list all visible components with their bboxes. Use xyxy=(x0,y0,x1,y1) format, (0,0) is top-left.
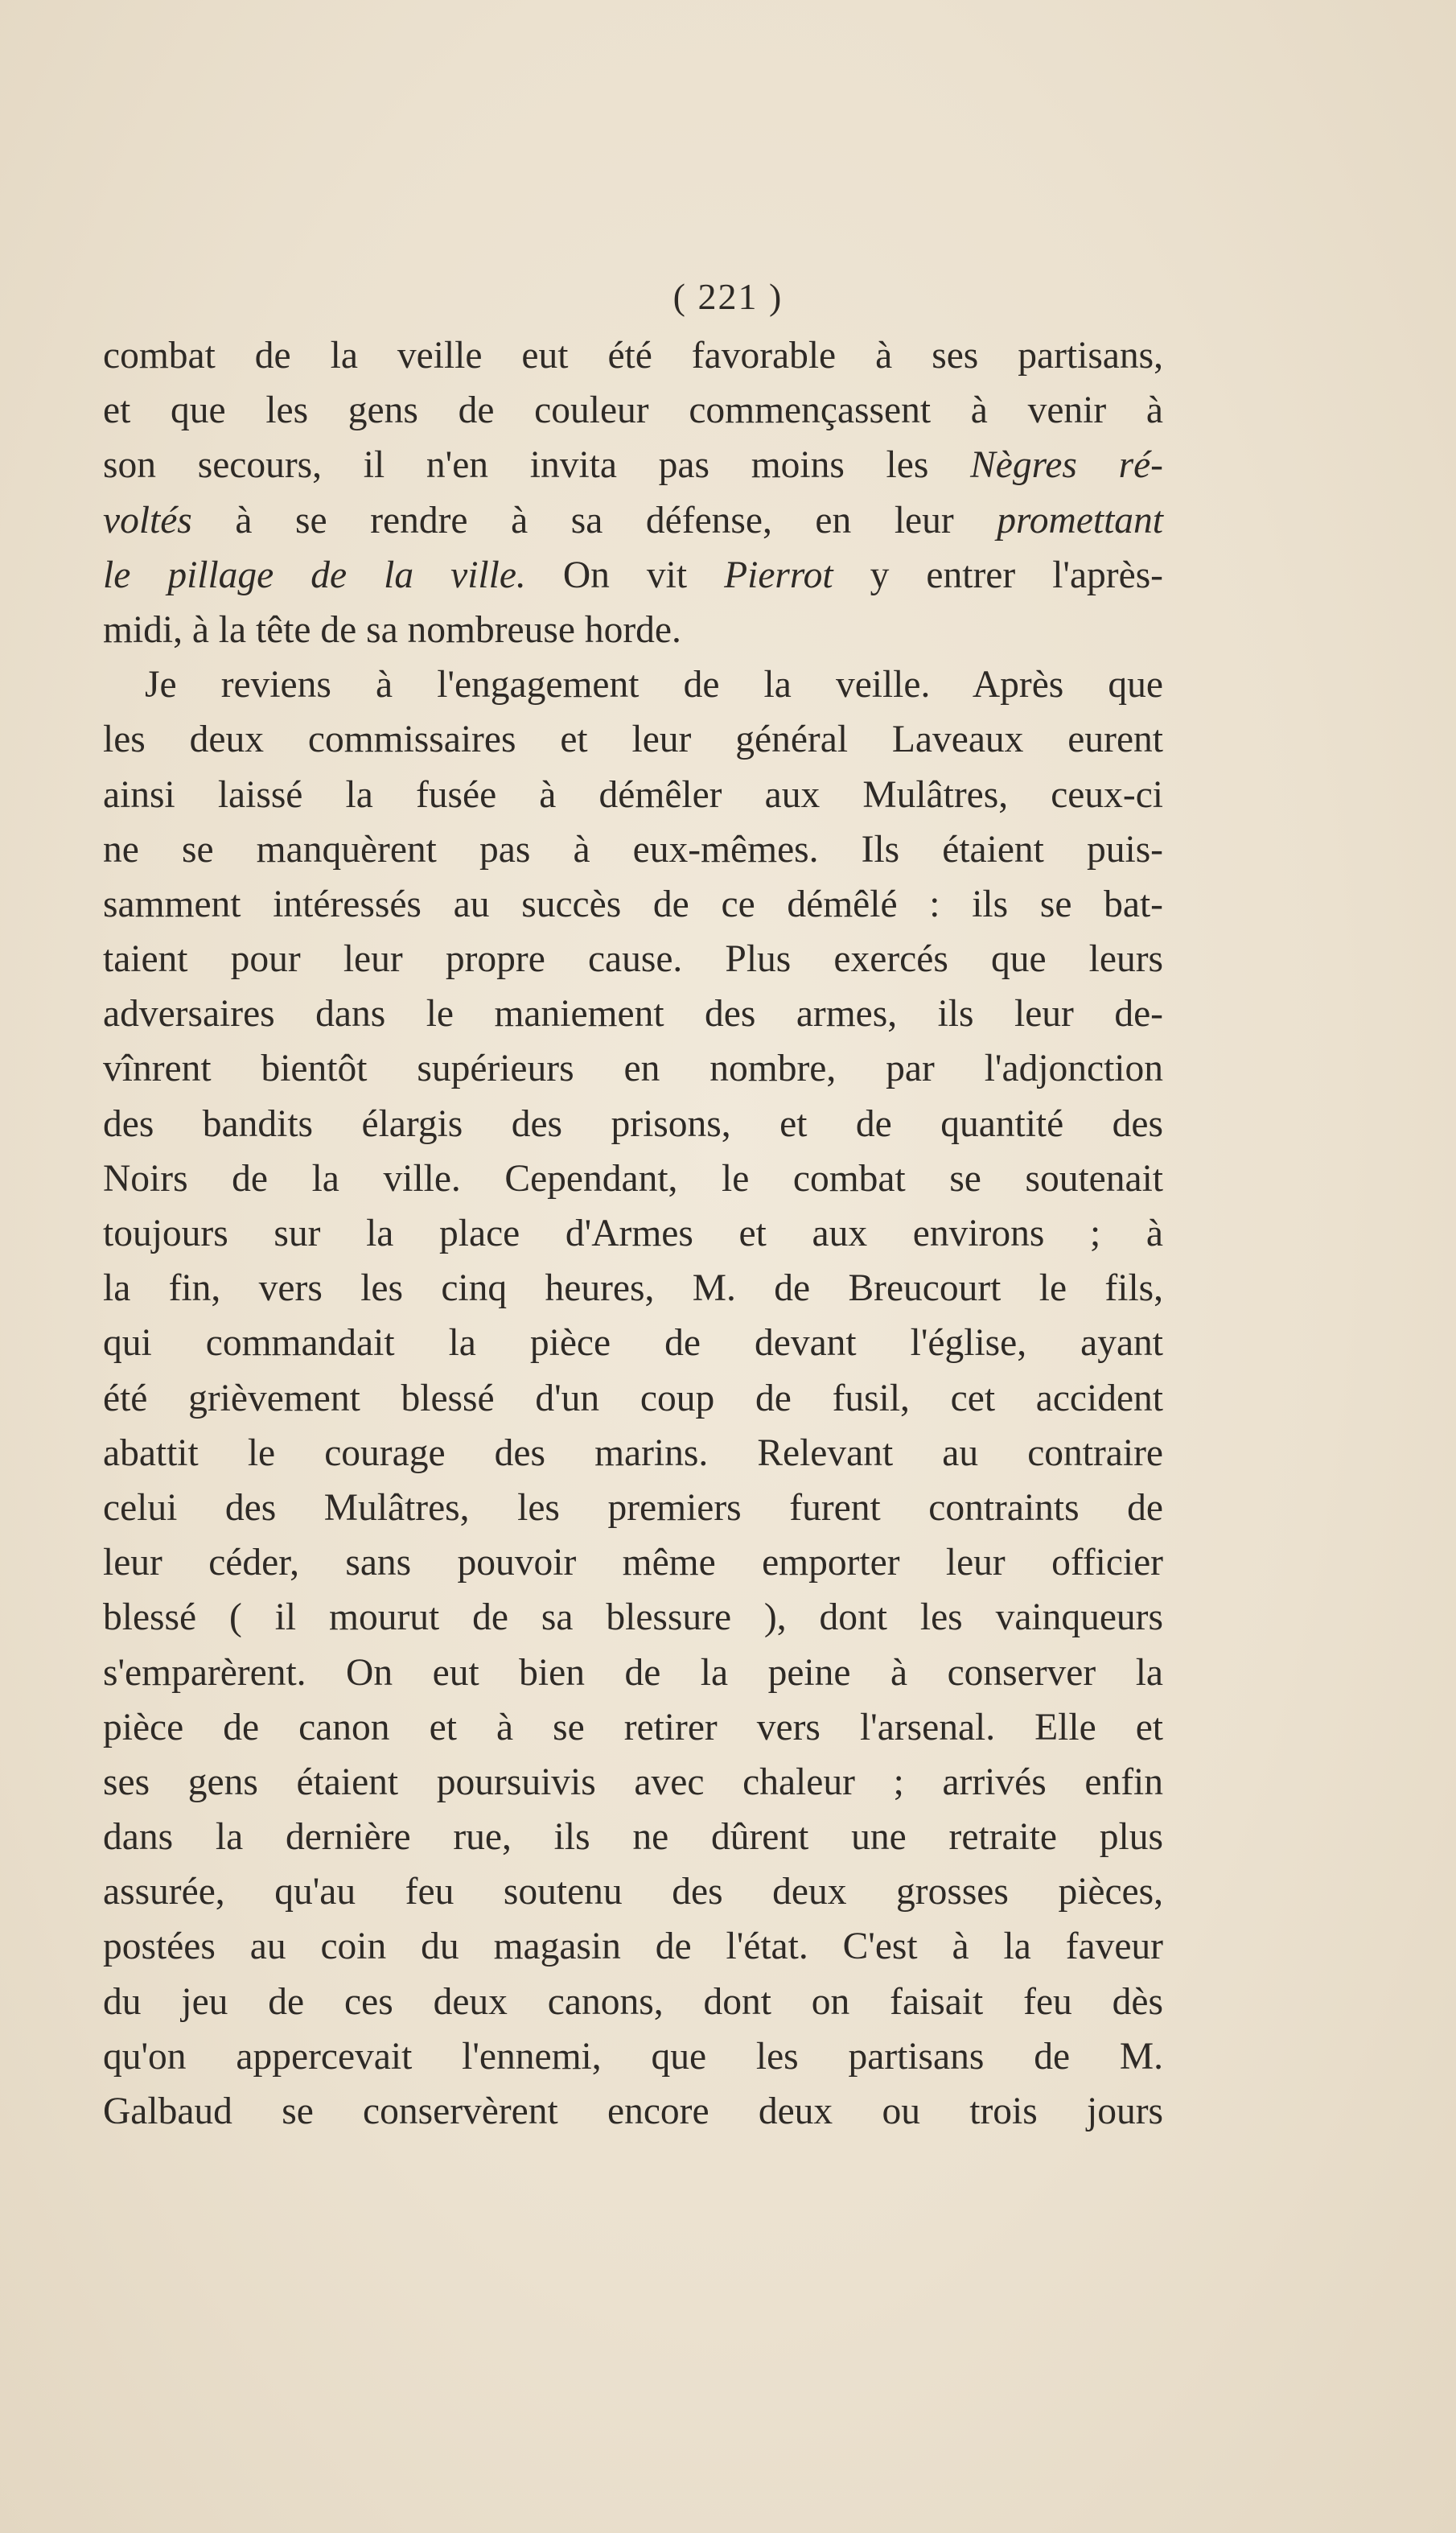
text-segment: toujours sur la place d'Armes et aux environs ; à xyxy=(103,1213,1163,1254)
text-segment: qui commandait la pièce de devant l'église, ayant xyxy=(103,1322,1163,1365)
text-segment: vînrent bientôt supérieurs en nombre, par l'adjonction xyxy=(103,1048,1163,1090)
text-line xyxy=(103,1864,1163,1919)
text-line xyxy=(103,712,1163,767)
text-segment: pièce de canon et à se retirer vers l'arsenal. Elle et xyxy=(103,1706,1163,1748)
italic-text: Pierrot xyxy=(724,554,833,596)
text-segment: Galbaud se conservèrent encore deux ou trois jours xyxy=(103,2090,1163,2132)
text-line xyxy=(103,822,1163,877)
text-line xyxy=(103,768,1163,822)
text-segment: postées au coin du magasin de l'état. C'est à la faveur xyxy=(103,1925,1163,1968)
text-segment: midi, à la tête de sa nombreuse horde. xyxy=(103,608,681,651)
text-segment: des bandits élargis des prisons, et de quantité des xyxy=(103,1102,1163,1145)
text-segment: assurée, qu'au feu soutenu des deux grosses pièces, xyxy=(103,1871,1163,1913)
text-line xyxy=(103,1590,1163,1645)
italic-text: Nègres ré- xyxy=(970,444,1163,487)
body-text xyxy=(103,328,1163,2139)
text-line xyxy=(103,548,1163,603)
text-line xyxy=(103,1206,1163,1261)
text-segment: adversaires dans le maniement des armes, ils leur de- xyxy=(103,993,1163,1036)
text-segment: y entrer l'après- xyxy=(833,554,1163,596)
text-line xyxy=(103,438,1163,492)
italic-text: voltés xyxy=(103,499,192,542)
text-line xyxy=(103,1810,1163,1864)
text-line xyxy=(103,1919,1163,1974)
text-line xyxy=(103,1426,1163,1481)
text-segment: leur céder, sans pouvoir même emporter leur officier xyxy=(103,1542,1163,1584)
text-line xyxy=(103,603,1163,657)
text-segment: s'emparèrent. On eut bien de la peine à conserver la xyxy=(103,1651,1163,1694)
text-segment: qu'on appercevait l'ennemi, que les partisans de M. xyxy=(103,2035,1163,2078)
text-line xyxy=(103,1535,1163,1590)
text-segment: du jeu de ces deux canons, dont on faisait feu dès xyxy=(103,1980,1163,2023)
text-segment: abattit le courage des marins. Relevant au contraire xyxy=(103,1431,1163,1474)
text-line xyxy=(103,328,1163,383)
text-segment: été grièvement blessé d'un coup de fusil, cet accident xyxy=(103,1377,1163,1419)
text-segment: Noirs de la ville. Cependant, le combat se soutenait xyxy=(103,1157,1163,1200)
text-line xyxy=(103,493,1163,548)
text-segment: samment intéressés au succès de ce démêlé : ils se bat- xyxy=(103,883,1163,925)
text-line xyxy=(103,1041,1163,1096)
text-line xyxy=(103,657,1163,712)
text-segment: ne se manquèrent pas à eux-mêmes. Ils étaient puis- xyxy=(103,828,1163,871)
text-segment: taient pour leur propre cause. Plus exercés que leurs xyxy=(103,938,1163,981)
text-line xyxy=(103,877,1163,932)
text-line xyxy=(103,1975,1163,2029)
text-segment: blessé ( il mourut de sa blessure ), dont les vainqueurs xyxy=(103,1596,1163,1639)
text-line xyxy=(103,1151,1163,1206)
text-line xyxy=(103,1371,1163,1426)
text-segment: son secours, il n'en invita pas moins les xyxy=(103,444,971,487)
text-line xyxy=(103,1645,1163,1700)
text-segment: ainsi laissé la fusée à démêler aux Mulâtres, ceux-ci xyxy=(103,773,1163,816)
text-line xyxy=(103,1097,1163,1151)
text-segment: combat de la veille eut été favorable à ses partisans, xyxy=(103,335,1163,377)
text-line xyxy=(103,1261,1163,1316)
text-segment: celui des Mulâtres, les premiers furent contraints de xyxy=(103,1486,1163,1529)
text-line xyxy=(103,2084,1163,2139)
text-segment: les deux commissaires et leur général Laveaux eurent xyxy=(103,719,1163,761)
text-segment: et que les gens de couleur commençassent à venir à xyxy=(103,389,1163,432)
italic-text: le pillage de la ville. xyxy=(103,554,526,596)
text-line xyxy=(103,1755,1163,1810)
italic-text: promettant xyxy=(997,499,1163,542)
text-line xyxy=(103,2029,1163,2084)
text-line xyxy=(103,932,1163,986)
text-segment: On vit xyxy=(525,554,725,596)
page-number: ( 221 ) xyxy=(672,276,784,317)
text-line xyxy=(103,1316,1163,1370)
text-segment: Je reviens à l'engagement de la veille. Après que xyxy=(145,664,1163,706)
text-segment: ses gens étaient poursuivis avec chaleur ; arrivés enfin xyxy=(103,1761,1163,1803)
text-line xyxy=(103,1700,1163,1755)
text-line xyxy=(103,1481,1163,1535)
text-segment: la fin, vers les cinq heures, M. de Breucourt le fils, xyxy=(103,1267,1163,1310)
text-segment: à se rendre à sa défense, en leur xyxy=(191,499,997,542)
text-line xyxy=(103,986,1163,1041)
text-line xyxy=(103,383,1163,438)
text-segment: dans la dernière rue, ils ne dûrent une retraite plus xyxy=(103,1816,1163,1859)
